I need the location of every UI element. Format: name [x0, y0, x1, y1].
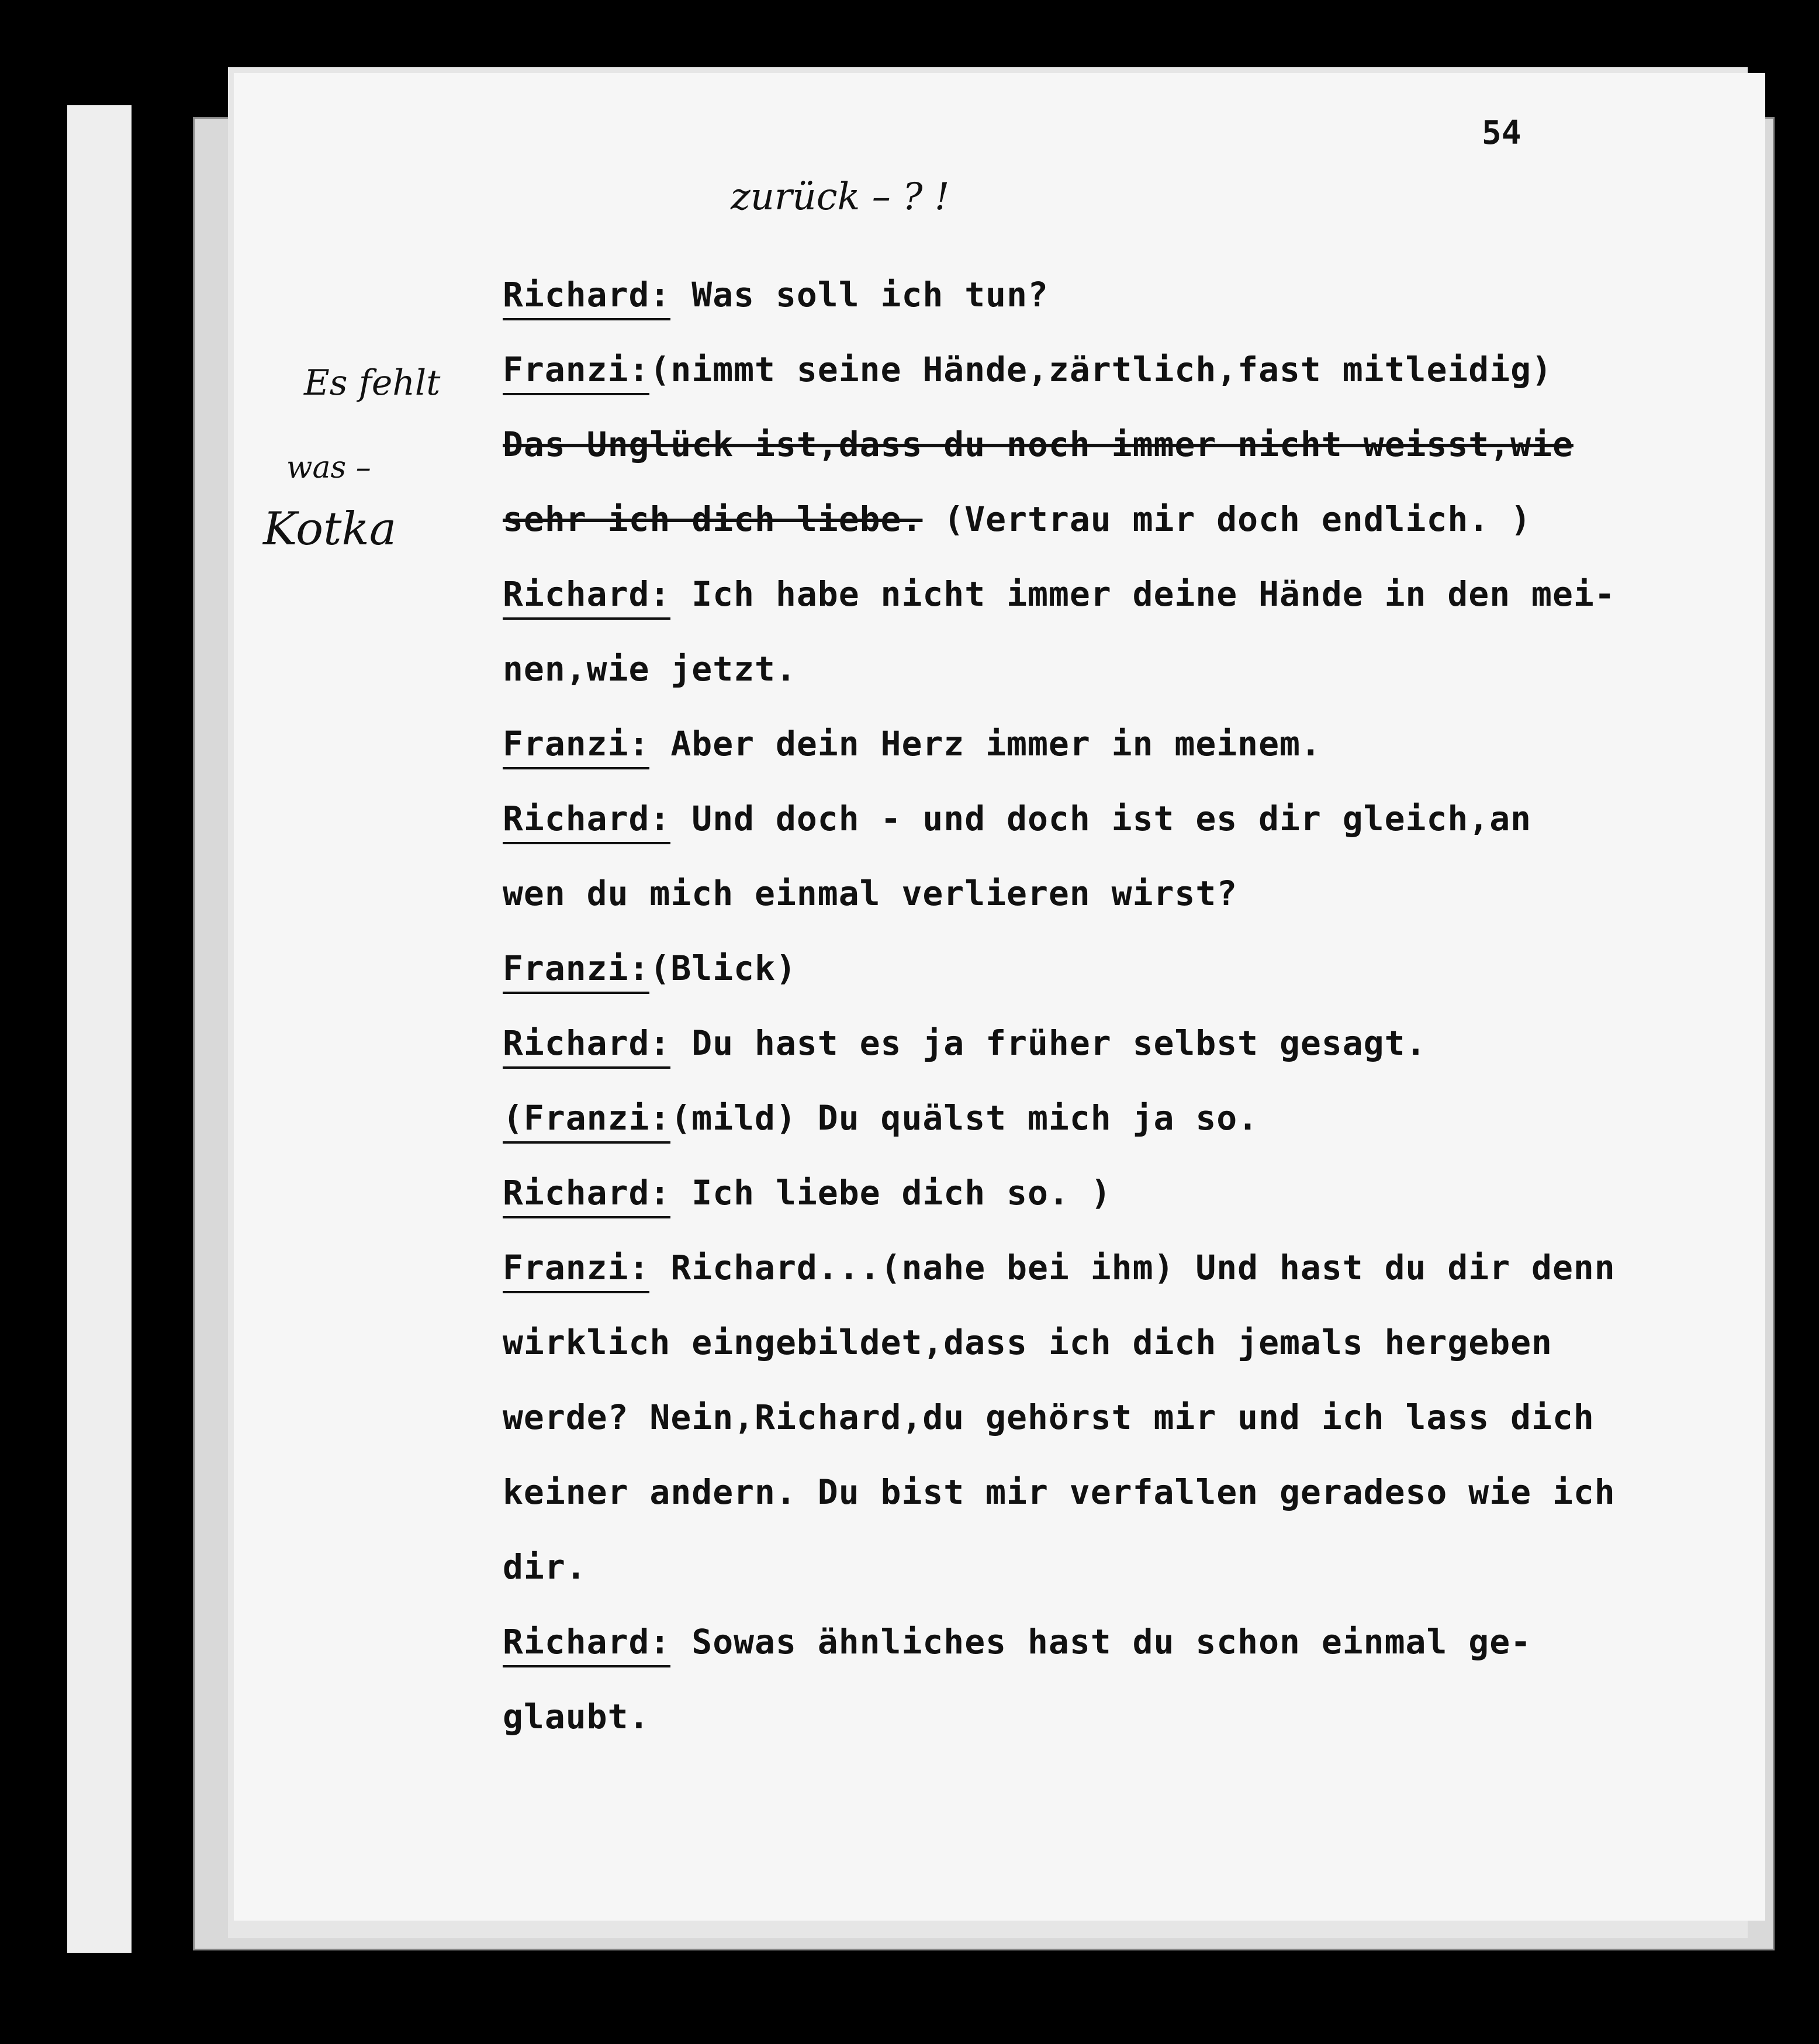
dialogue-text: keiner andern. Du bist mir verfallen geradeso wie ich — [503, 1472, 1616, 1512]
adjacent-page-edge — [67, 105, 132, 1953]
script-line — [503, 706, 1759, 781]
script-line — [503, 1080, 1759, 1155]
dialogue-text: (mild) Du quälst mich ja so. — [670, 1098, 1259, 1138]
script-body — [503, 257, 1759, 1754]
dialogue-text: Ich liebe dich so. ) — [670, 1173, 1112, 1213]
speaker-name: Franzi: — [503, 1248, 649, 1293]
dialogue-text: wirklich eingebildet,dass ich dich jemals hergeben — [503, 1323, 1552, 1362]
dialogue-text: Aber dein Herz immer in meinem. — [649, 724, 1322, 764]
script-line — [503, 931, 1759, 1006]
script-line — [503, 332, 1759, 407]
speaker-name: Franzi: — [503, 350, 649, 395]
script-line — [503, 631, 1759, 706]
script-line — [503, 257, 1759, 332]
script-line — [503, 1155, 1759, 1230]
dialogue-text: wen du mich einmal verlieren wirst? — [503, 873, 1238, 913]
page-number: 54 — [1482, 114, 1521, 152]
speaker-name: Richard: — [503, 1622, 670, 1667]
script-line — [503, 1604, 1759, 1679]
script-line — [503, 856, 1759, 931]
dialogue-text: Ich habe nicht immer deine Hände in den mei- — [670, 574, 1616, 614]
dialogue-text: dir. — [503, 1547, 587, 1587]
dialogue-text: Und doch - und doch ist es dir gleich,an — [670, 799, 1532, 838]
speaker-name: Richard: — [503, 1173, 670, 1218]
script-line — [503, 1305, 1759, 1380]
speaker-name: Richard: — [503, 574, 670, 620]
script-line — [503, 407, 1759, 482]
handwritten-margin-note-2: was – — [286, 450, 371, 485]
speaker-name: Richard: — [503, 1023, 670, 1069]
handwritten-margin-note-3: Kotka — [263, 503, 397, 555]
dialogue-text: Was soll ich tun? — [670, 275, 1049, 315]
dialogue-text: (nimmt seine Hände,zärtlich,fast mitleidig) — [649, 350, 1552, 389]
handwritten-margin-note-1: Es fehlt — [304, 362, 441, 403]
speaker-name: Franzi: — [503, 948, 649, 994]
script-line — [503, 1529, 1759, 1604]
script-line — [503, 1455, 1759, 1529]
script-line — [503, 1230, 1759, 1305]
dialogue-text: werde? Nein,Richard,du gehörst mir und ich lass dich — [503, 1397, 1595, 1437]
dialogue-text: Du hast es ja früher selbst gesagt. — [670, 1023, 1427, 1063]
struck-text: sehr ich dich liebe. — [503, 499, 923, 539]
script-line — [503, 557, 1759, 631]
struck-text: Das Unglück ist,dass du noch immer nicht weisst,wie — [503, 424, 1574, 464]
speaker-name: Franzi: — [503, 724, 649, 769]
speaker-name: Richard: — [503, 275, 670, 320]
script-line — [503, 1679, 1759, 1754]
script-line — [503, 781, 1759, 856]
dialogue-text: (Blick) — [649, 948, 797, 988]
speaker-name: (Franzi: — [503, 1098, 670, 1144]
dialogue-text: Richard...(nahe bei ihm) Und hast du dir denn — [649, 1248, 1616, 1287]
script-line — [503, 482, 1759, 557]
dialogue-text: Sowas ähnliches hast du schon einmal ge- — [670, 1622, 1532, 1662]
speaker-name: Richard: — [503, 799, 670, 844]
dialogue-text: nen,wie jetzt. — [503, 649, 797, 689]
dialogue-text: glaubt. — [503, 1697, 650, 1736]
handwritten-note-top: zurück – ? ! — [731, 175, 950, 219]
dialogue-text: (Vertrau mir doch endlich. ) — [922, 499, 1532, 539]
script-line — [503, 1380, 1759, 1455]
script-line — [503, 1006, 1759, 1080]
